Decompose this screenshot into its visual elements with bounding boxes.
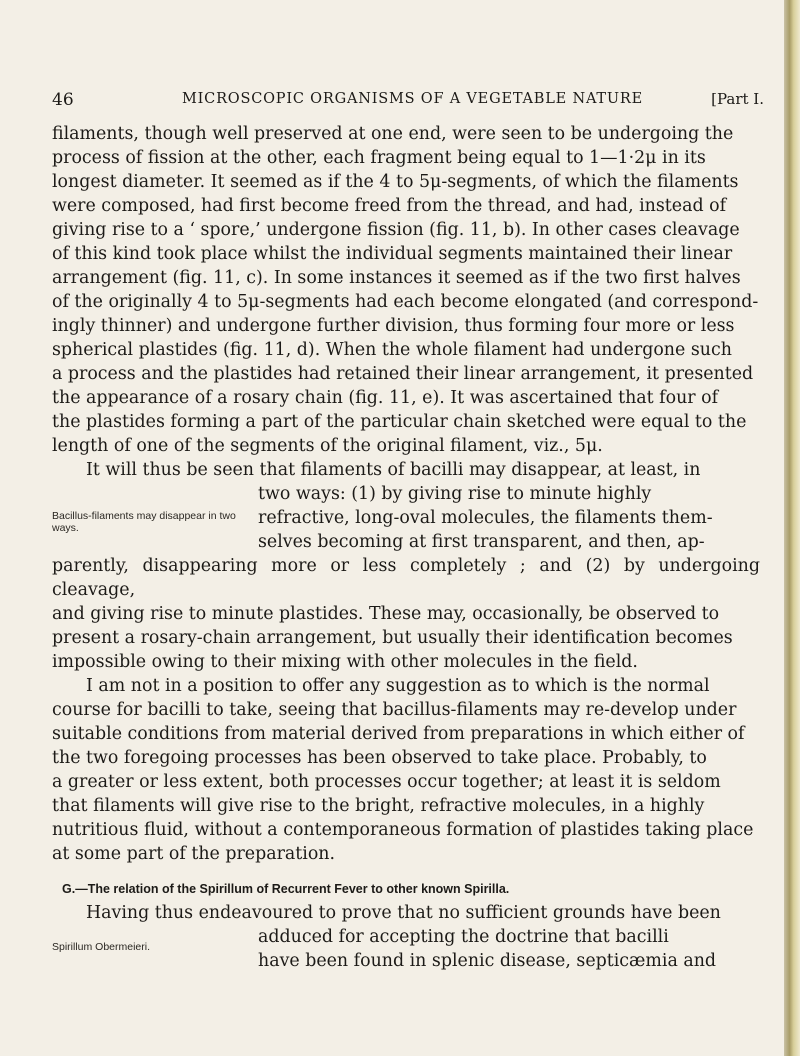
text-line: two ways: (1) by giving rise to minute highly: [258, 484, 652, 504]
text-line: parently, disappearing more or less completely ; and (2) by undergoing cleavage,: [52, 556, 760, 600]
text-line: spherical plastides (fig. 11, d). When the whole filament had undergone such: [52, 340, 732, 360]
section-heading: G.—The relation of the Spirillum of Recurrent Fever to other known Spirilla.: [62, 882, 510, 896]
text-line: filaments, though well preserved at one end, were seen to be undergoing the: [52, 124, 734, 144]
text-line: nutritious fluid, without a contemporaneous formation of plastides taking place: [52, 820, 754, 840]
sidenote-bacillus-filaments: Bacillus-filaments may disappear in two ways.: [52, 510, 236, 534]
text-line: have been found in splenic disease, septicæmia and: [258, 951, 717, 971]
text-line: course for bacilli to take, seeing that bacillus-filaments may re-develop under: [52, 700, 737, 720]
text-line: Having thus endeavoured to prove that no sufficient grounds have been: [86, 903, 721, 923]
paragraph-fission: [52, 122, 760, 458]
paragraph-normal-course: [52, 674, 760, 866]
text-line: a greater or less extent, both processes occur together; at least it is seldom: [52, 772, 721, 792]
text-line: were composed, had first become freed from the thread, and had, instead of: [52, 196, 727, 216]
text-line: of the originally 4 to 5μ-segments had each become elongated (and correspond-: [52, 292, 759, 312]
text-line: It will thus be seen that filaments of bacilli may disappear, at least, in: [86, 460, 701, 480]
text-line: I am not in a position to offer any suggestion as to which is the normal: [86, 676, 710, 696]
text-line: adduced for accepting the doctrine that bacilli: [258, 927, 669, 947]
text-line: length of one of the segments of the original filament, viz., 5μ.: [52, 436, 603, 456]
running-title: MICROSCOPIC ORGANISMS OF A VEGETABLE NATURE: [182, 91, 644, 107]
page-number: 46: [52, 90, 74, 110]
page-body: [52, 122, 760, 973]
paragraph-disappearance: [52, 458, 760, 674]
part-label: [Part I.: [711, 90, 764, 108]
page-header: [52, 90, 770, 114]
text-line: refractive, long-oval molecules, the filaments them-: [258, 508, 713, 528]
text-line: that filaments will give rise to the bright, refractive molecules, in a highly: [52, 796, 705, 816]
paragraph-spirillum: [52, 901, 760, 973]
text-line: process of fission at the other, each fragment being equal to 1—1·2μ in its: [52, 148, 706, 168]
text-line: the appearance of a rosary chain (fig. 11, e). It was ascertained that four of: [52, 388, 719, 408]
sidenote-block: [52, 482, 760, 554]
text-line: suitable conditions from material derived from preparations in which either of: [52, 724, 745, 744]
text-line: a process and the plastides had retained their linear arrangement, it presented: [52, 364, 754, 384]
sidenote-spirillum-obermeieri: Spirillum Obermeieri.: [52, 941, 151, 953]
text-line: and giving rise to minute plastides. These may, occasionally, be observed to: [52, 604, 720, 624]
text-line: at some part of the preparation.: [52, 844, 336, 864]
page-edge-binding: [784, 0, 800, 1056]
text-line: longest diameter. It seemed as if the 4 to 5μ-segments, of which the filaments: [52, 172, 739, 192]
text-line: the plastides forming a part of the particular chain sketched were equal to the: [52, 412, 747, 432]
text-line: present a rosary-chain arrangement, but usually their identification becomes: [52, 628, 733, 648]
text-line: selves becoming at first transparent, and then, ap-: [258, 532, 705, 552]
sidenote-block: [52, 925, 760, 973]
text-line: the two foregoing processes has been observed to take place. Probably, to: [52, 748, 707, 768]
text-line: of this kind took place whilst the individual segments maintained their linear: [52, 244, 733, 264]
text-line: giving rise to a ‘ spore,’ undergone fission (fig. 11, b). In other cases cleavage: [52, 220, 740, 240]
text-line: arrangement (fig. 11, c). In some instances it seemed as if the two first halves: [52, 268, 741, 288]
text-line: ingly thinner) and undergone further division, thus forming four more or less: [52, 316, 735, 336]
text-line: impossible owing to their mixing with other molecules in the field.: [52, 652, 638, 672]
